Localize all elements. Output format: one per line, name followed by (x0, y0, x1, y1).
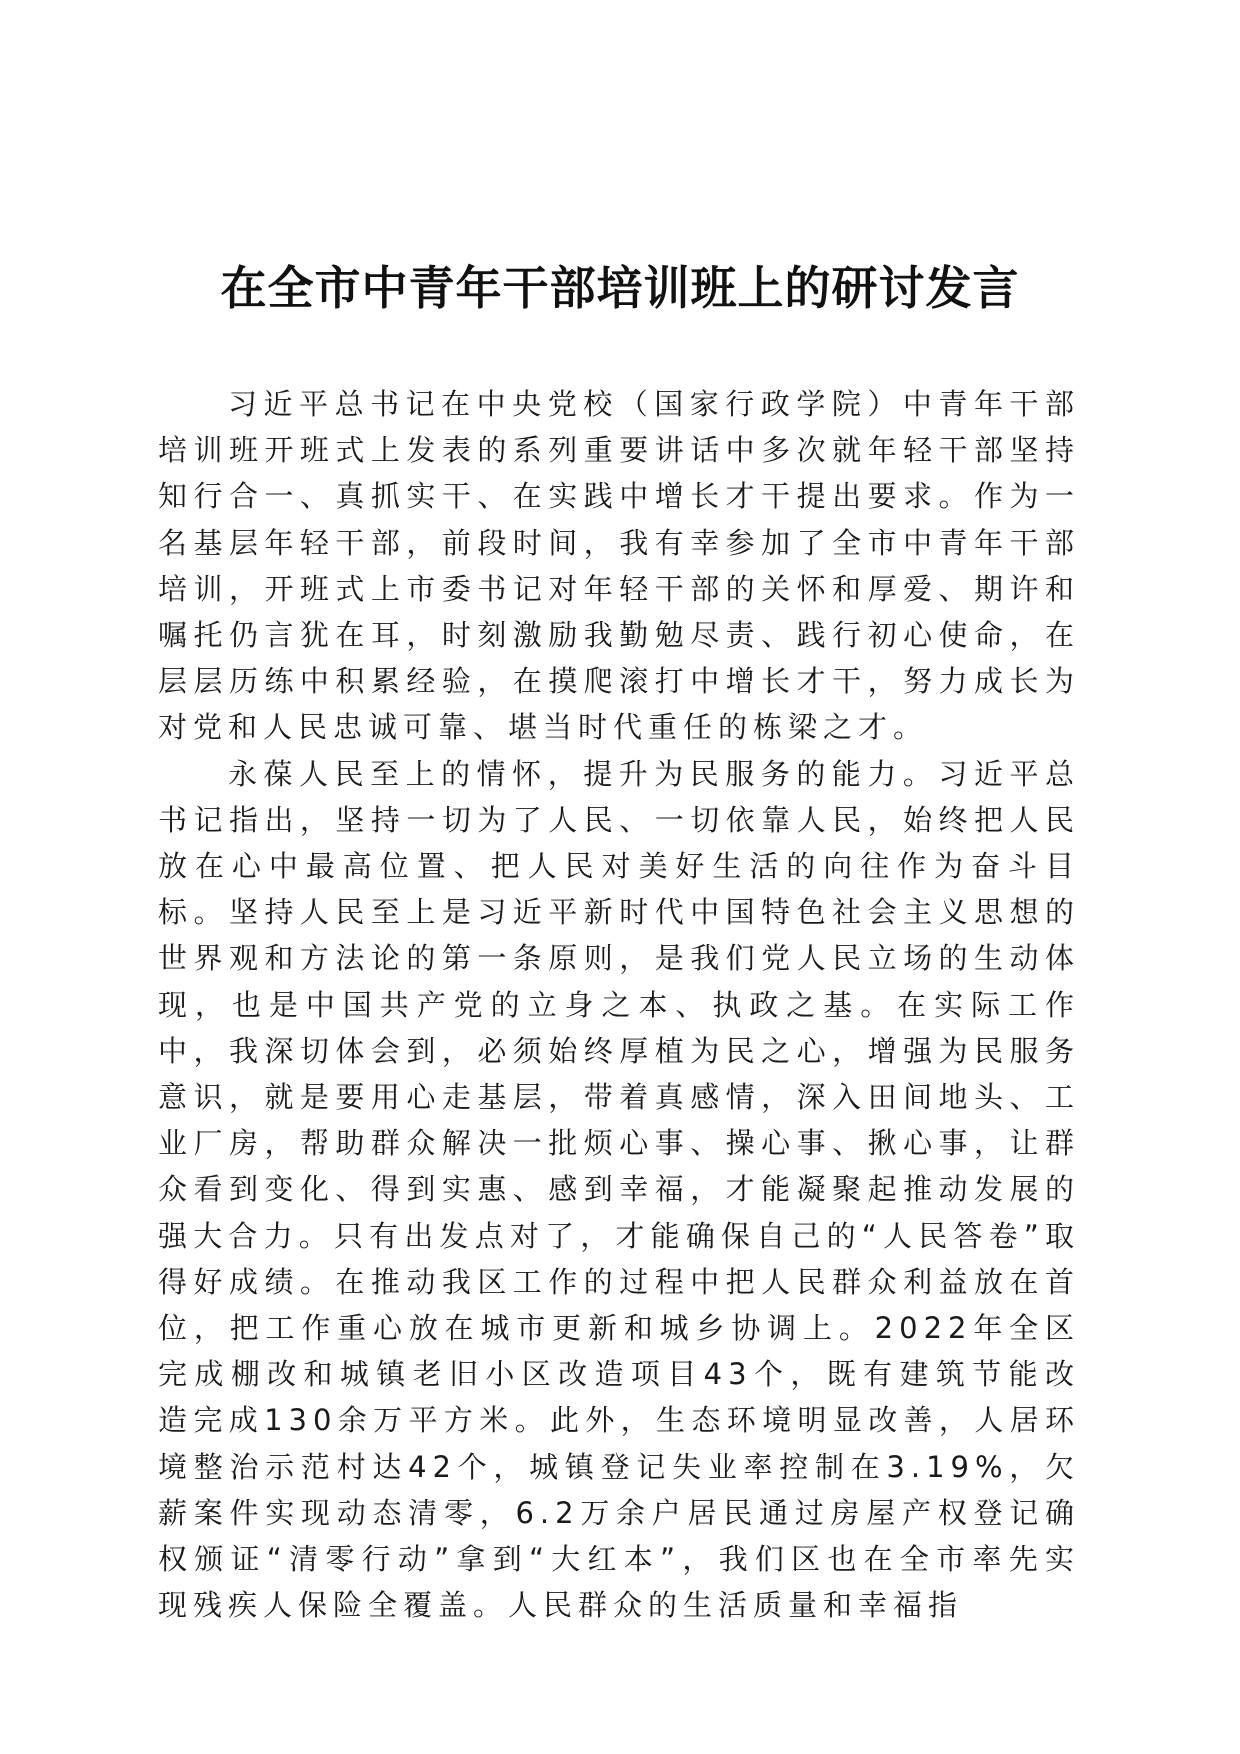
document-title: 在全市中青年干部培训班上的研讨发言 (220, 261, 1020, 315)
paragraph-1: 习近平总书记在中央党校（国家行政学院）中青年干部培训班开班式上发表的系列重要讲话中多次就年轻干部坚持知行合一、真抓实干、在实践中增长才干提出要求。作为一名基层年轻干部，前段时间，我有幸参加了全市中青年干部培训，开班式上市委书记对年轻干部的关怀和厚爱、期许和嘱托仍言犹在耳，时刻激励我勤勉尽责、践行初心使命，在层层历练中积累经验，在摸爬滚打中增长才干，努力成长为对党和人民忠诚可靠、堪当时代重任的栋梁之才。 (158, 387, 1080, 745)
document-body (158, 381, 1080, 1628)
paragraph-2: 永葆人民至上的情怀，提升为民服务的能力。习近平总书记指出，坚持一切为了人民、一切依靠人民，始终把人民放在心中最高位置、把人民对美好生活的向往作为奋斗目标。坚持人民至上是习近平新时代中国特色社会主义思想的世界观和方法论的第一条原则，是我们党人民立场的生动体现，也是中国共产党的立身之本、执政之基。在实际工作中，我深切体会到，必须始终厚植为民之心，增强为民服务意识，就是要用心走基层，带着真感情，深入田间地头、工业厂房，帮助群众解决一批烦心事、操心事、揪心事，让群众看到变化、得到实惠、感到幸福，才能凝聚起推动发展的强大合力。只有出发点对了，才能确保自己的“人民答卷”取得好成绩。在推动我区工作的过程中把人民群众利益放在首位，把工作重心放在城市更新和城乡协调上。2022年全区完成棚改和城镇老旧小区改造项目43个，既有建筑节能改造完成130余万平方米。此外，生态环境明显改善，人居环境整治示范村达42个，城镇登记失业率控制在3.19%，欠薪案件实现动态清零，6.2万余户居民通过房屋产权登记确权颁证“清零行动”拿到“大红本”，我们区也在全市率先实现残疾人保险全覆盖。人民群众的生活质量和幸福指 (158, 756, 1080, 1623)
